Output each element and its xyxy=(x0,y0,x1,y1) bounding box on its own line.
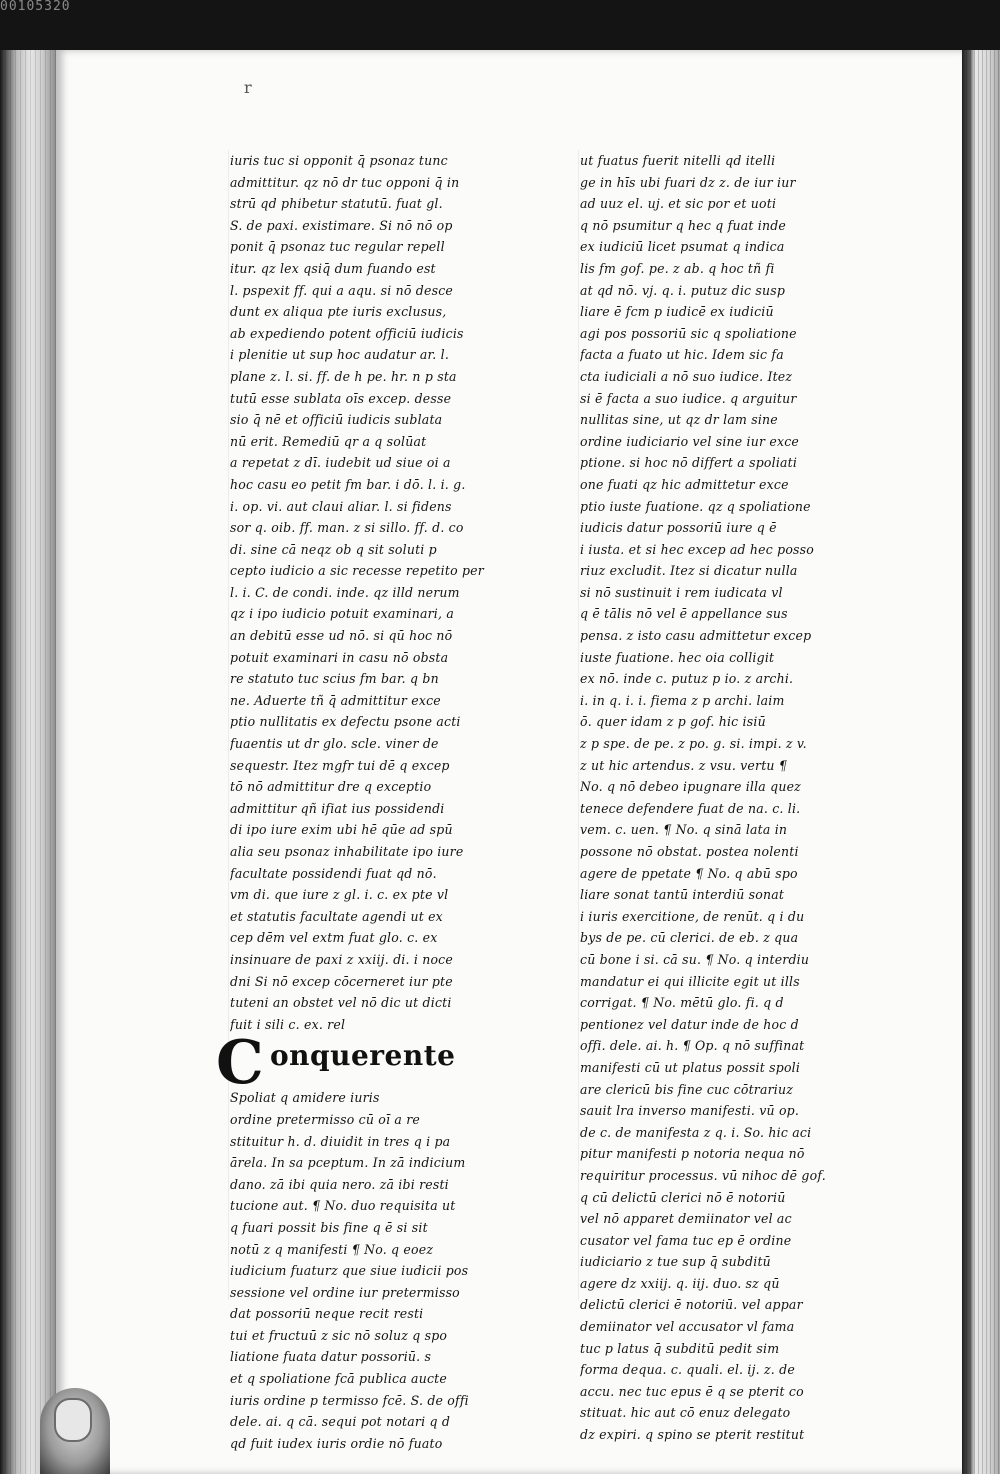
manuscript-line: nullitas sine, ut qz dr lam sine xyxy=(580,411,778,428)
manuscript-line: a repetat z dī. iudebit ud siue oi a xyxy=(230,454,451,471)
manuscript-line: cusator vel fama tuc ep ē ordine xyxy=(580,1232,792,1249)
holding-thumb xyxy=(40,1388,110,1474)
right-column-lines xyxy=(580,150,842,1446)
manuscript-line: ex iudiciū licet psumat q indica xyxy=(580,238,785,255)
manuscript-line: riuz excludit. Itez si dicatur nulla xyxy=(580,562,798,579)
manuscript-line: one fuati qz hic admittetur exce xyxy=(580,476,789,493)
manuscript-line: sor q. oib. ff. man. z si sillo. ff. d. co xyxy=(230,519,464,536)
manuscript-line: ut fuatus fuerit nitelli qd itelli xyxy=(580,152,776,169)
manuscript-line: di ipo iure exim ubi hē qūe ad spū xyxy=(230,822,453,838)
manuscript-line: cep dēm vel extm fuat glo. c. ex xyxy=(230,929,438,946)
manuscript-line: i iusta. et si hec excep ad hec posso xyxy=(580,541,815,558)
manuscript-line: tō nō admittitur dre q exceptio xyxy=(230,778,432,795)
manuscript-line: delictū clerici ē notoriū. vel appar xyxy=(580,1297,803,1313)
section-rubric: onquerente xyxy=(270,1039,456,1073)
manuscript-line: dat possoriū neque recit resti xyxy=(230,1305,424,1322)
left-column-lines-after-initial xyxy=(230,1087,490,1454)
manuscript-line: dano. zā ibi quia nero. zā ibi resti xyxy=(230,1176,449,1193)
manuscript-line: cta iudiciali a nō suo iudice. Itez xyxy=(580,368,793,385)
manuscript-line: z p spe. de pe. z po. g. si. impi. z v. xyxy=(580,735,807,752)
manuscript-line: itur. qz lex qsiq̄ dum fuando est xyxy=(230,260,436,277)
manuscript-line: liatione fuata datur possoriū. s xyxy=(230,1349,432,1365)
manuscript-line: dni Si nō excep cōcerneret iur pte xyxy=(230,973,453,989)
manuscript-line: facultate possidendi fuat qd nō. xyxy=(230,865,437,881)
manuscript-line: q ē tālis nō vel ē appellance sus xyxy=(580,606,788,622)
manuscript-line: requiritur processus. vū nihoc dē gof. xyxy=(580,1167,826,1184)
manuscript-line: insinuare de paxi z xxiij. di. i noce xyxy=(230,951,453,968)
manuscript-line: sauit lra inverso manifesti. vū op. xyxy=(580,1102,800,1119)
manuscript-line: fuit i sili c. ex. rel xyxy=(230,1016,346,1033)
manuscript-line: tucione aut. ¶ No. duo requisita ut xyxy=(230,1197,456,1214)
manuscript-line: ge in hīs ubi fuari dz z. de iur iur xyxy=(580,174,796,190)
manuscript-line: di. sine cā neqz ob q sit soluti p xyxy=(230,541,437,558)
right-text-column xyxy=(580,150,842,1446)
manuscript-line: iuris tuc si opponit q̄ psonaz tunc xyxy=(230,152,448,169)
manuscript-line: ptio nullitatis ex defectu psone acti xyxy=(230,714,461,730)
manuscript-line: offi. dele. ai. h. ¶ Op. q nō suffinat xyxy=(580,1037,805,1054)
manuscript-line: ō. quer idam z p gof. hic isiū xyxy=(580,714,766,730)
manuscript-line: agere de ppetate ¶ No. q abū spo xyxy=(580,865,798,881)
column-ruling-left xyxy=(228,150,229,1300)
manuscript-line: liare ē fcm p iudicē ex iudiciū xyxy=(580,303,774,320)
manuscript-line: stituat. hic aut cō enuz delegato xyxy=(580,1405,791,1421)
manuscript-line: ne. Aduerte tñ q̄ admittitur exce xyxy=(230,692,441,709)
manuscript-line: stituitur h. d. diuidit in tres q i pa xyxy=(230,1133,451,1149)
manuscript-line: sessione vel ordine iur pretermisso xyxy=(230,1284,460,1301)
manuscript-line: mandatur ei qui illicite egit ut ills xyxy=(580,973,800,989)
manuscript-line: q cū delictū clerici nō ē notoriū xyxy=(580,1189,786,1205)
manuscript-line: re statuto tuc scius fm bar. q bn xyxy=(230,670,439,687)
manuscript-line: are clericū bis fine cuc cōtrariuz xyxy=(580,1081,794,1097)
manuscript-line: q fuari possit bis fine q ē si sit xyxy=(230,1219,428,1236)
manuscript-line: si nō sustinuit i rem iudicata vl xyxy=(580,584,783,601)
manuscript-line: vel nō apparet demiinator vel ac xyxy=(580,1210,792,1227)
manuscript-line: qd fuit iudex iuris ordie nō fuato xyxy=(230,1435,443,1452)
manuscript-line: iudiciario z tue sup q̄ subditū xyxy=(580,1253,771,1270)
manuscript-line: vem. c. uen. ¶ No. q sinā lata in xyxy=(580,822,788,838)
manuscript-line: bys de pe. cū clerici. de eb. z qua xyxy=(580,929,799,946)
manuscript-line: dunt ex aliqua pte iuris exclusus, xyxy=(230,303,447,320)
manuscript-line: ex nō. inde c. putuz p io. z archi. xyxy=(580,670,794,687)
manuscript-line: pitur manifesti p notoria nequa nō xyxy=(580,1145,805,1162)
manuscript-line: accu. nec tuc epus ē q se pterit co xyxy=(580,1383,804,1400)
manuscript-line: admittitur. qz nō dr tuc opponi q̄ in xyxy=(230,174,460,190)
manuscript-line: vm di. que iure z gl. i. c. ex pte vl xyxy=(230,886,449,903)
manuscript-line: l. i. C. de condi. inde. qz illd nerum xyxy=(230,584,460,601)
manuscript-line: No. q nō debeo ipugnare illa quez xyxy=(580,778,801,795)
manuscript-line: ad uuz el. uj. et sic por et uoti xyxy=(580,195,777,212)
page-stack-edge xyxy=(962,50,1000,1474)
manuscript-line: S. de paxi. existimare. Si nō nō op xyxy=(230,217,453,234)
manuscript-line: demiinator vel accusator vl fama xyxy=(580,1318,795,1335)
manuscript-line: iuste fuatione. hec oia colligit xyxy=(580,649,775,666)
manuscript-line: i. in q. i. i. fiema z p archi. laim xyxy=(580,692,785,709)
manuscript-line: l. pspexit ff. qui a aqu. si nō desce xyxy=(230,282,454,298)
manuscript-line: ab expediendo potent officiū iudicis xyxy=(230,325,464,342)
manuscript-line: alia seu psonaz inhabilitate ipo iure xyxy=(230,843,464,860)
manuscript-line: manifesti cū ut platus possit spoli xyxy=(580,1059,801,1076)
manuscript-line: admittitur qñ ifiat ius possidendi xyxy=(230,800,445,817)
manuscript-line: strū qd phibetur statutū. fuat gl. xyxy=(230,195,443,212)
manuscript-line: forma dequa. c. quali. el. ij. z. de xyxy=(580,1361,795,1378)
manuscript-line: agere dz xxiij. q. iij. duo. sz qū xyxy=(580,1275,780,1292)
manuscript-line: nū erit. Remediū qr a q solūat xyxy=(230,433,427,450)
book-binding-edge xyxy=(0,50,56,1474)
manuscript-line: ptio iuste fuatione. qz q spoliatione xyxy=(580,498,811,514)
manuscript-line: ordine pretermisso cū oī a re xyxy=(230,1111,420,1128)
manuscript-line: corrigat. ¶ No. mētū glo. fi. q d xyxy=(580,994,784,1011)
manuscript-line: i plenitie ut sup hoc audatur ar. l. xyxy=(230,346,449,363)
manuscript-line: notū z q manifesti ¶ No. q eoez xyxy=(230,1241,434,1257)
manuscript-line: et q spoliatione fcā publica aucte xyxy=(230,1370,447,1387)
manuscript-line: agi pos possoriū sic q spoliatione xyxy=(580,325,797,342)
manuscript-line: hoc casu eo petit fm bar. i dō. l. i. g. xyxy=(230,476,466,493)
manuscript-line: tenece defendere fuat de na. c. li. xyxy=(580,800,801,817)
manuscript-line: iudicium fuaturz que siue iudicii pos xyxy=(230,1262,469,1279)
manuscript-line: qz i ipo iudicio potuit examinari, a xyxy=(230,606,454,622)
manuscript-line: pentionez vel datur inde de hoc d xyxy=(580,1016,799,1033)
left-text-column xyxy=(216,150,490,1454)
manuscript-line: potuit examinari in casu nō obsta xyxy=(230,649,449,666)
manuscript-line: cū bone i si. cā su. ¶ No. q interdiu xyxy=(580,951,810,968)
manuscript-line: tutū esse sublata oīs excep. desse xyxy=(230,390,452,406)
manuscript-line: i. op. vi. aut claui aliar. l. si fidens xyxy=(230,498,452,514)
decorated-initial-letter: C xyxy=(216,1028,264,1099)
manuscript-line: ponit q̄ psonaz tuc regular repell xyxy=(230,238,445,255)
folio-mark: r xyxy=(244,78,252,97)
column-ruling-right xyxy=(578,150,579,1300)
manuscript-line: i iuris exercitione, de renūt. q i du xyxy=(580,908,805,925)
manuscript-line: dz expiri. q spino se pterit restitut xyxy=(580,1426,805,1443)
manuscript-line: et statutis facultate agendi ut ex xyxy=(230,908,443,925)
manuscript-line: ptione. si hoc nō differt a spoliati xyxy=(580,454,798,471)
manuscript-line: ārela. In sa pceptum. In zā indicium xyxy=(230,1154,466,1171)
manuscript-line: liare sonat tantū interdiū sonat xyxy=(580,886,785,903)
manuscript-line: de c. de manifesta z q. i. So. hic aci xyxy=(580,1124,812,1141)
manuscript-line: ordine iudiciario vel sine iur exce xyxy=(580,433,799,450)
scan-frame-number: 00105320 xyxy=(0,0,71,14)
manuscript-line: tui et fructuū z sic nō soluz q spo xyxy=(230,1327,448,1344)
manuscript-line: an debitū esse ud nō. si qū hoc nō xyxy=(230,627,453,644)
manuscript-line: possone nō obstat. postea nolenti xyxy=(580,843,799,860)
thumbnail-nail xyxy=(54,1398,92,1442)
manuscript-line: dele. ai. q cā. sequi pot notari q d xyxy=(230,1413,451,1430)
manuscript-line: lis fm gof. pe. z ab. q hoc tñ fi xyxy=(580,260,775,277)
manuscript-line: Spoliat q amidere iuris xyxy=(230,1089,380,1106)
manuscript-line: sio q̄ nē et officiū iudicis sublata xyxy=(230,411,443,428)
manuscript-line: fuaentis ut dr glo. scle. viner de xyxy=(230,735,439,752)
manuscript-line: z ut hic artendus. z vsu. vertu ¶ xyxy=(580,757,788,773)
manuscript-line: tuteni an obstet vel nō dic ut dicti xyxy=(230,994,452,1011)
manuscript-line: tuc p latus q̄ subditū pedit sim xyxy=(580,1340,780,1357)
manuscript-line: plane z. l. si. ff. de h pe. hr. n p sta xyxy=(230,368,457,385)
manuscript-line: pensa. z isto casu admittetur excep xyxy=(580,627,812,644)
left-column-lines-before-initial xyxy=(230,150,490,1035)
manuscript-line: cepto iudicio a sic recesse repetito per xyxy=(230,562,484,579)
manuscript-line: sequestr. Itez mgfr tui dē q excep xyxy=(230,757,450,773)
manuscript-line: facta a fuato ut hic. Idem sic fa xyxy=(580,346,784,363)
manuscript-line: iudicis datur possoriū iure q ē xyxy=(580,519,777,536)
manuscript-line: q nō psumitur q hec q fuat inde xyxy=(580,217,787,234)
manuscript-line: si ē facta a suo iudice. q arguitur xyxy=(580,390,797,406)
manuscript-line: at qd nō. vj. q. i. putuz dic susp xyxy=(580,282,786,298)
manuscript-line: iuris ordine p termisso fcē. S. de offi xyxy=(230,1392,469,1409)
